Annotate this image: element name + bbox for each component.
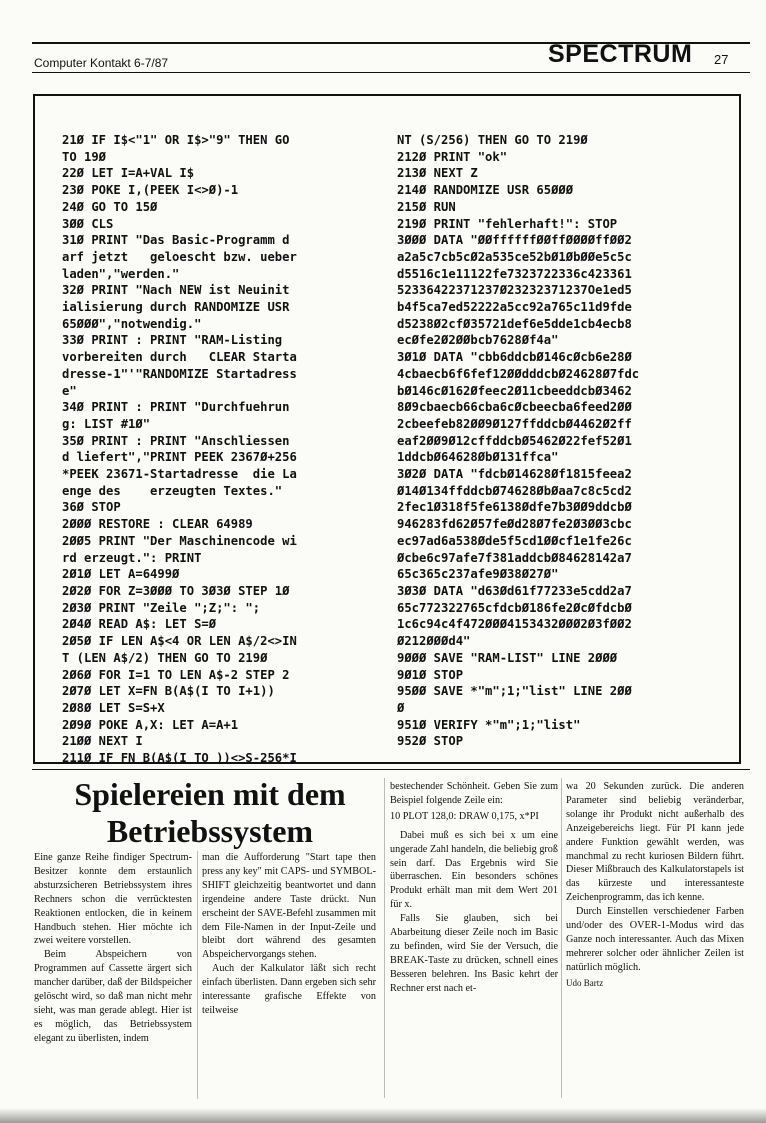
listing-line: 33Ø PRINT : PRINT "RAM-Listing: [62, 333, 283, 348]
listing-line: 34Ø PRINT : PRINT "Durchfuehrun: [62, 400, 290, 415]
listing-line: ecØfe2Ø2ØØbcb7628Øf4a": [397, 333, 559, 348]
listing-line: 9ØØØ SAVE "RAM-LIST" LINE 2ØØØ: [397, 650, 618, 665]
listing-line: 2Ø5Ø IF LEN A$<4 OR LEN A$/2<>IN: [62, 634, 297, 649]
listing-right-column: [397, 132, 639, 750]
listing-line: 4cbaecb6f6fef12ØØdddcbØ24628Ø7fdc: [397, 366, 640, 381]
magazine-issue: Computer Kontakt 6-7/87: [34, 56, 169, 70]
paragraph: Durch Einstellen verschiedener Farben und/oder des OVER-1-Modus wird das Ganze noch interessanter. Auch das Mixen mehrerer solcher oder ähnlicher Zeilen ist natürlich möglich.: [566, 906, 744, 973]
column-divider: [561, 778, 562, 1098]
listing-line: Ø: [397, 700, 405, 715]
code-line: 10 PLOT 128,0: DRAW 0,175, x*PI: [390, 810, 539, 822]
listing-line: b4f5ca7ed52222a5cc92a765c11d9fde: [397, 300, 632, 315]
listing-line: a2a5c7cb5cØ2a535ce52bØ1ØbØØe5c5c: [397, 249, 632, 264]
paragraph: man die Aufforderung "Start tape then press any key" mit CAPS- und SYMBOL-SHIFT gleichzeitig beantwortet und dann irgendeine andere Taste drückt. Nun erscheint der SAVE-Befehl zusammen mit dem File-Namen in der Input-Zeile und bleibt dort während des gesamten Abspeichervorgangs stehen.: [202, 852, 376, 961]
listing-line: 2Ø7Ø LET X=FN B(A$(I TO I+1)): [62, 684, 275, 699]
listing-line: 3ØØØ DATA "ØØffffffØØffØØØØffØØ2: [397, 233, 632, 248]
listing-line: 219Ø PRINT "fehlerhaft!": STOP: [397, 216, 618, 231]
header-bottom-rule: [32, 72, 750, 73]
paragraph: Falls Sie glauben, sich bei Abarbeitung dieser Zeile noch im Basic zu befinden, wird Sie der Versuch, die BREAK-Taste zu drücken, schnell eines Besseren belehren. Ins Basic kehrt der Rechner erst nach et-: [390, 913, 558, 994]
paragraph: Auch der Kalkulator läßt sich recht einfach überlisten. Dann ergeben sich sehr interessante grafische Effekte von teilweise: [202, 963, 376, 1016]
author-name: Udo Bartz: [566, 977, 604, 988]
listing-line: 35Ø PRINT : PRINT "Anschliessen: [62, 433, 290, 448]
listing-line: 2Ø1Ø LET A=6499Ø: [62, 567, 180, 582]
listing-line: 2Ø4Ø READ A$: LET S=Ø: [62, 617, 217, 632]
scan-edge-shadow: [0, 1108, 766, 1123]
listing-line: 32Ø PRINT "Nach NEW ist Neuinit: [62, 283, 290, 298]
listing-line: ec97ad6a538Øde5f5cd1ØØcf1e1fe26c: [397, 533, 632, 548]
listing-line: 3Ø3Ø DATA "d63Ød61f77233e5cdd2a7: [397, 583, 632, 598]
article-title: [38, 776, 382, 850]
listing-line: 3Ø1Ø DATA "cbb6ddcbØ146cØcb6e28Ø: [397, 350, 632, 365]
paragraph: Dabei muß es sich bei x um eine ungerade Zahl handeln, die beliebig groß sein darf. Das Ergebnis wird Sie überraschen. Ein besonders schönes Produkt erhält man mit dem Wert 201 für x.: [390, 829, 558, 911]
listing-line: dresse-1"'"RANDOMIZE Startadress: [62, 366, 297, 381]
article-column-4: [566, 780, 744, 991]
listing-line: 1ddcbØ64628ØbØ131ffca": [397, 450, 559, 465]
listing-line: 2Ø6Ø FOR I=1 TO LEN A$-2 STEP 2: [62, 667, 290, 682]
listing-line: 2cbeefeb82ØØ9Ø127ffddcbØ4462Ø2ff: [397, 416, 632, 431]
listing-line: 36Ø STOP: [62, 500, 121, 515]
listing-line: Øcbe6c97afe7f381addcbØ84628142a7: [397, 550, 632, 565]
listing-line: 3Ø2Ø DATA "fdcbØ14628Øf1815feea2: [397, 467, 632, 482]
listing-line: vorbereiten durch CLEAR Starta: [62, 350, 297, 365]
listing-line: 2ØØ5 PRINT "Der Maschinencode wi: [62, 533, 297, 548]
listing-line: rd erzeugt.": PRINT: [62, 550, 202, 565]
listing-line: T (LEN A$/2) THEN GO TO 219Ø: [62, 650, 268, 665]
listing-line: 1c6c94c4f472ØØØ4153432ØØØ2Ø3fØØ2: [397, 617, 632, 632]
listing-line: 2Ø9Ø POKE A,X: LET A=A+1: [62, 717, 239, 732]
listing-line: 21ØØ NEXT I: [62, 734, 143, 749]
listing-line: d5238Ø2cfØ35721def6e5dde1cb4ecb8: [397, 316, 632, 331]
listing-line: NT (S/256) THEN GO TO 219Ø: [397, 133, 588, 147]
paragraph: wa 20 Sekunden zurück. Die anderen Parameter sind beliebig veränderbar, solange ihr Produkt nicht außerhalb des Anzeigebereichs liegt. Für PI kann jede andere Funktion gewählt werden, was manchmal zu recht kuriosen Bildern führt. Dieser Mißbrauch des Kalkulatorstapels ist das kürzeste und interessanteste Zeichenprogramm, das ich kenne.: [566, 781, 744, 904]
column-divider: [384, 778, 385, 1098]
listing-line: eaf2ØØ9Ø12cffddcbØ5462Ø22fef52Ø1: [397, 433, 632, 448]
listing-line: enge des erzeugten Textes.": [62, 483, 283, 498]
listing-line: 23Ø POKE I,(PEEK I<>Ø)-1: [62, 183, 239, 198]
listing-line: arf jetzt geloescht bzw. ueber: [62, 249, 297, 264]
listing-line: laden","werden.": [62, 266, 180, 281]
title-line-1: Spielereien mit dem: [74, 776, 346, 812]
listing-line: 212Ø PRINT "ok": [397, 149, 508, 164]
listing-line: e": [62, 383, 77, 398]
listing-line: 2fec1Ø318f5fe6138Ødfe7b3ØØ9ddcbØ: [397, 500, 632, 515]
listing-line: 65c772322765cfdcbØ186fe2ØcØfdcbØ: [397, 600, 632, 615]
paragraph: Eine ganze Reihe findiger Spectrum-Besitzer konnte dem erstaunlich absturzsicheren Betriebssystem ihres Rechners schon die verrücktesten Reaktionen entlocken, die in keinem Handbuch stehen. Hier möchte ich zwei weitere vorstellen.: [34, 852, 192, 947]
listing-line: 95ØØ SAVE *"m";1;"list" LINE 2ØØ: [397, 684, 632, 699]
listing-line: d liefert","PRINT PEEK 2367Ø+256: [62, 450, 297, 465]
listing-line: 213Ø NEXT Z: [397, 166, 478, 181]
column-divider: [197, 851, 198, 1099]
listing-line: 22Ø LET I=A+VAL I$: [62, 166, 195, 181]
listing-line: 952Ø STOP: [397, 734, 464, 749]
listing-line: 951Ø VERIFY *"m";1;"list": [397, 717, 581, 732]
listing-line: g: LIST #1Ø": [62, 416, 151, 431]
listing-line: Ø212ØØØd4": [397, 634, 471, 649]
paragraph: Beim Abspeichern von Programmen auf Cassette ärgert sich mancher darüber, daß der Bildspeicher gelöscht wird, so daß man nicht mehr sieht, was man gerade ablegt. Hier ist es möglich, das Betriebssystem elegant zu überlisten, indem: [34, 949, 192, 1044]
listing-line: 24Ø GO TO 15Ø: [62, 199, 158, 214]
listing-line: 9Ø1Ø STOP: [397, 667, 464, 682]
listing-line: 2ØØØ RESTORE : CLEAR 64989: [62, 517, 253, 532]
listing-line: 214Ø RANDOMIZE USR 65ØØØ: [397, 183, 574, 198]
listing-line: bØ146cØ162Øfeec2Ø11cbeeddcbØ3462: [397, 383, 632, 398]
listing-line: 8Ø9cbaecb66cba6cØcbeecba6feed2ØØ: [397, 400, 632, 415]
article-column-1: [34, 851, 192, 1046]
listing-line: 211Ø IF FN B(A$(I TO ))<>S-256*I: [62, 751, 297, 766]
section-divider: [32, 769, 750, 770]
listing-line: 52336422371237Ø23232371237Oe1ed5: [397, 283, 632, 298]
section-title: SPECTRUM: [548, 40, 693, 68]
title-line-2: Betriebssystem: [106, 813, 314, 849]
listing-line: ialisierung durch RANDOMIZE USR: [62, 300, 290, 315]
article-column-3: [390, 780, 558, 996]
listing-line: 2Ø8Ø LET S=S+X: [62, 700, 165, 715]
article-column-2: [202, 851, 376, 1018]
listing-line: 3ØØ CLS: [62, 216, 114, 231]
listing-line: 215Ø RUN: [397, 199, 456, 214]
listing-line: 21Ø IF I$<"1" OR I$>"9" THEN GO: [62, 133, 290, 147]
listing-line: 946283fd62Ø57feØd28Ø7fe2Ø3ØØ3cbc: [397, 517, 632, 532]
listing-line: d5516c1e11122fe7323722336c423361: [397, 266, 632, 281]
listing-line: TO 19Ø: [62, 149, 107, 164]
listing-line: *PEEK 23671-Startadresse die La: [62, 467, 297, 482]
listing-line: 2Ø2Ø FOR Z=3ØØØ TO 3Ø3Ø STEP 1Ø: [62, 583, 290, 598]
listing-line: 65c365c237afe9Ø38Ø27Ø": [397, 567, 559, 582]
page-number: 27: [714, 52, 729, 67]
listing-line: 65ØØØ","notwendig.": [62, 316, 202, 331]
listing-line: Ø14Ø134ffddcbØ74628ØbØaa7c8c5cd2: [397, 483, 632, 498]
listing-line: 31Ø PRINT "Das Basic-Programm d: [62, 233, 290, 248]
paragraph: bestechender Schönheit. Geben Sie zum Beispiel folgende Zeile ein:: [390, 781, 558, 806]
listing-line: 2Ø3Ø PRINT "Zeile ";Z;": ";: [62, 600, 261, 615]
listing-left-column: [62, 132, 297, 767]
